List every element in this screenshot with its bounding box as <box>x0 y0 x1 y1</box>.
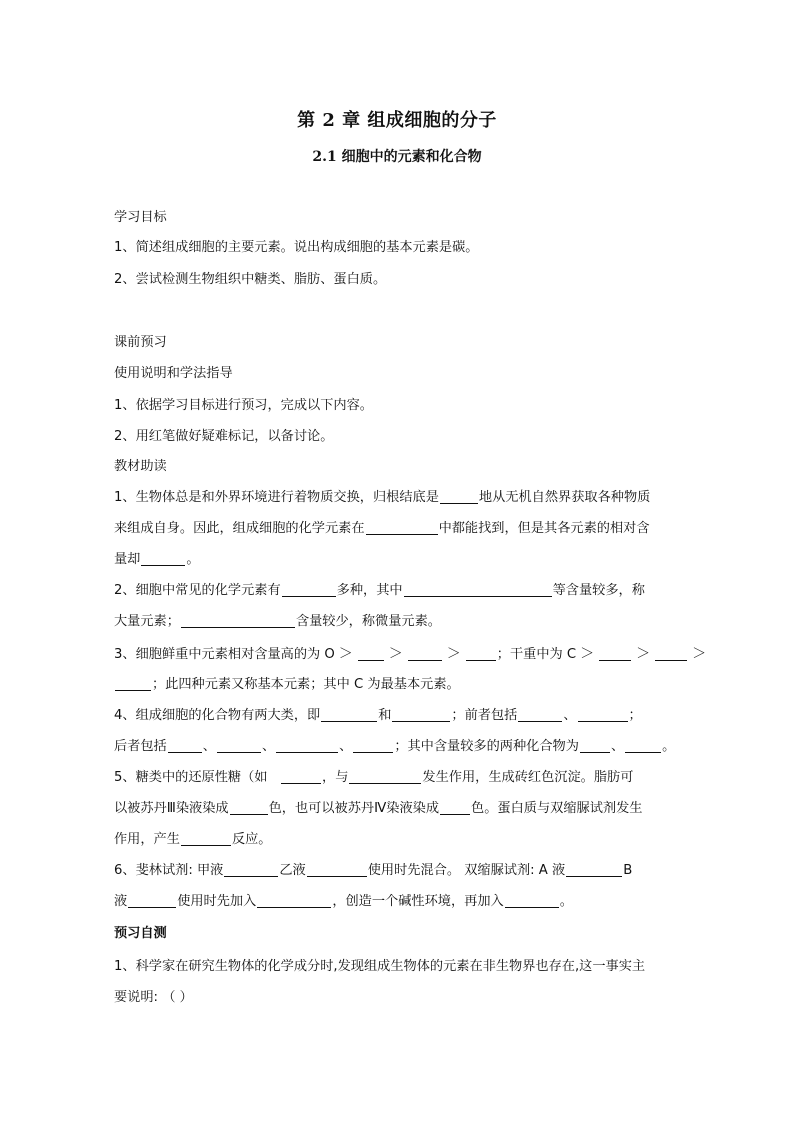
q6-text-d: B <box>623 863 633 878</box>
q2-text-c: 等含量较多，称 <box>552 583 645 598</box>
q6-text-c: 使用时先混合。 双缩脲试剂: A 液 <box>367 863 566 878</box>
q4-blank-1[interactable] <box>321 707 377 722</box>
q4-line-1 <box>114 707 642 725</box>
q6-line-2 <box>114 893 573 911</box>
q6-blank-4[interactable] <box>128 893 176 908</box>
q4-blank-7[interactable] <box>276 738 338 753</box>
q1-blank-2[interactable] <box>366 520 438 535</box>
goal-item-2: 2、尝试检测生物组织中糖类、脂肪、蛋白质。 <box>114 272 387 287</box>
q1-line-2 <box>114 520 650 538</box>
q4-text-b: 和 <box>378 708 392 723</box>
q3-gt-5: ＞ <box>636 646 651 662</box>
q6-blank-3[interactable] <box>566 862 622 877</box>
q4-text-a: 4、组成细胞的化合物有两大类，即 <box>114 708 321 723</box>
q3-blank-4[interactable] <box>599 646 631 661</box>
q1-text-b: 地从无机自然界获取各种物质 <box>478 490 651 505</box>
q3-blank-1[interactable] <box>358 646 384 661</box>
q1-text-f: 。 <box>186 552 200 567</box>
q3-blank-6[interactable] <box>115 676 151 691</box>
instruction-1: 1、依据学习目标进行预习，完成以下内容。 <box>114 398 373 413</box>
q6-blank-6[interactable] <box>505 893 559 908</box>
q1-text-e: 量却 <box>114 552 141 567</box>
q4-text-d: 后者包括 <box>114 739 167 754</box>
q5-line-2 <box>114 800 642 818</box>
q2-blank-1[interactable] <box>282 582 336 597</box>
self-test-q1-line-1: 1、科学家在研究生物体的化学成分时,发现组成生物体的元素在非生物界也存在,这一事实主 <box>114 959 646 974</box>
q3-gt-2: ＞ <box>388 646 403 662</box>
q5-blank-5[interactable] <box>181 831 231 846</box>
q5-line-1 <box>114 769 633 787</box>
q5-text-f: 色。蛋白质与双缩脲试剂发生 <box>471 801 643 816</box>
q4-line-2 <box>114 738 675 756</box>
q5-text-a: 5、糖类中的还原性糖（如 <box>114 770 268 785</box>
q2-text-d: 大量元素； <box>114 614 180 629</box>
q1-line-1 <box>114 489 650 507</box>
q3-blank-3[interactable] <box>466 646 496 661</box>
q5-text-b: ，与 <box>322 770 349 785</box>
reading-heading: 教材助读 <box>114 459 167 474</box>
q4-blank-9[interactable] <box>580 738 610 753</box>
q6-text-b: 乙液 <box>279 863 306 878</box>
q6-text-a: 6、斐林试剂: 甲液 <box>114 863 224 878</box>
q3-gt-6: ＞ <box>692 646 707 662</box>
q5-line-3 <box>114 831 272 849</box>
q6-line-1 <box>114 862 632 880</box>
q2-line-2 <box>114 613 441 631</box>
q5-text-g: 作用，产生 <box>114 832 180 847</box>
q4-blank-10[interactable] <box>625 738 661 753</box>
q2-blank-2[interactable] <box>404 582 552 597</box>
instructions-heading: 使用说明和学法指导 <box>114 366 233 381</box>
q5-blank-1[interactable] <box>281 769 321 784</box>
q3-text-c: ；此四种元素又称基本元素；其中 C 为最基本元素。 <box>152 677 460 692</box>
q4-blank-2[interactable] <box>392 707 450 722</box>
q6-text-e: 液 <box>114 894 128 909</box>
q4-sep-5: 、 <box>610 739 625 754</box>
q4-blank-5[interactable] <box>168 738 202 753</box>
q3-line-2 <box>114 676 460 694</box>
goals-heading: 学习目标 <box>114 210 167 225</box>
q3-line-1 <box>114 645 710 664</box>
q4-text-c: ；前者包括 <box>451 708 518 723</box>
q3-gt-3: ＞ <box>446 646 461 662</box>
q6-text-h: 。 <box>559 894 573 909</box>
q4-blank-8[interactable] <box>353 738 393 753</box>
instruction-2: 2、用红笔做好疑难标记，以备讨论。 <box>114 429 334 444</box>
q4-semi: ； <box>628 708 642 723</box>
q3-gt-1: ＞ <box>338 646 353 662</box>
q1-text-a: 1、生物体总是和外界环境进行着物质交换，归根结底是 <box>114 490 439 505</box>
q4-sep-4: 、 <box>339 739 353 754</box>
q4-sep-3: 、 <box>261 739 276 754</box>
q2-text-e: 含量较少，称微量元素。 <box>295 614 441 629</box>
preview-heading: 课前预习 <box>114 335 167 350</box>
q5-text-e: 色，也可以被苏丹Ⅳ染液染成 <box>268 801 440 816</box>
q2-text-b: 多种，其中 <box>336 583 403 598</box>
q5-text-h: 反应。 <box>231 832 272 847</box>
q3-blank-5[interactable] <box>655 646 687 661</box>
q4-blank-6[interactable] <box>217 738 261 753</box>
q4-sep-1: 、 <box>563 708 577 723</box>
q1-line-3 <box>114 551 200 569</box>
q3-text-b: ；干重中为 C <box>496 647 577 662</box>
q4-text-e: ；其中含量较多的两种化合物为 <box>394 739 579 754</box>
q6-blank-5[interactable] <box>257 893 331 908</box>
q3-gt-4: ＞ <box>580 646 595 662</box>
q6-blank-1[interactable] <box>224 862 278 877</box>
q1-text-d: 中都能找到，但是其各元素的相对含 <box>438 521 650 536</box>
q4-blank-3[interactable] <box>518 707 562 722</box>
q3-blank-2[interactable] <box>408 646 442 661</box>
q1-text-c: 来组成自身。因此，组成细胞的化学元素在 <box>114 521 365 536</box>
q5-text-d: 以被苏丹Ⅲ染液染成 <box>114 801 229 816</box>
q2-line-1 <box>114 582 645 600</box>
q4-sep-2: 、 <box>202 739 216 754</box>
q5-blank-4[interactable] <box>440 800 470 815</box>
q1-blank-1[interactable] <box>440 489 478 504</box>
q4-blank-4[interactable] <box>578 707 628 722</box>
q5-blank-3[interactable] <box>230 800 268 815</box>
goal-item-1: 1、简述组成细胞的主要元素。说出构成细胞的基本元素是碳。 <box>114 240 479 255</box>
q2-blank-3[interactable] <box>181 613 295 628</box>
q1-blank-3[interactable] <box>141 551 185 566</box>
q6-text-f: 使用时先加入 <box>177 894 257 909</box>
q6-blank-2[interactable] <box>307 862 367 877</box>
section-title: 2.1 细胞中的元素和化合物 <box>312 149 482 165</box>
q6-text-g: ，创造一个碱性环境，再加入 <box>332 894 504 909</box>
q4-end: 。 <box>662 739 676 754</box>
q5-blank-2[interactable] <box>349 769 421 784</box>
q2-text-a: 2、细胞中常见的化学元素有 <box>114 583 281 598</box>
q5-text-c: 发生作用，生成砖红色沉淀。脂肪可 <box>422 770 634 785</box>
self-test-heading: 预习自测 <box>114 926 167 941</box>
q3-text-a: 3、细胞鲜重中元素相对含量高的为 O <box>114 647 335 662</box>
self-test-q1-line-2: 要说明: （ ） <box>114 990 193 1005</box>
chapter-title: 第 2 章 组成细胞的分子 <box>297 110 497 131</box>
